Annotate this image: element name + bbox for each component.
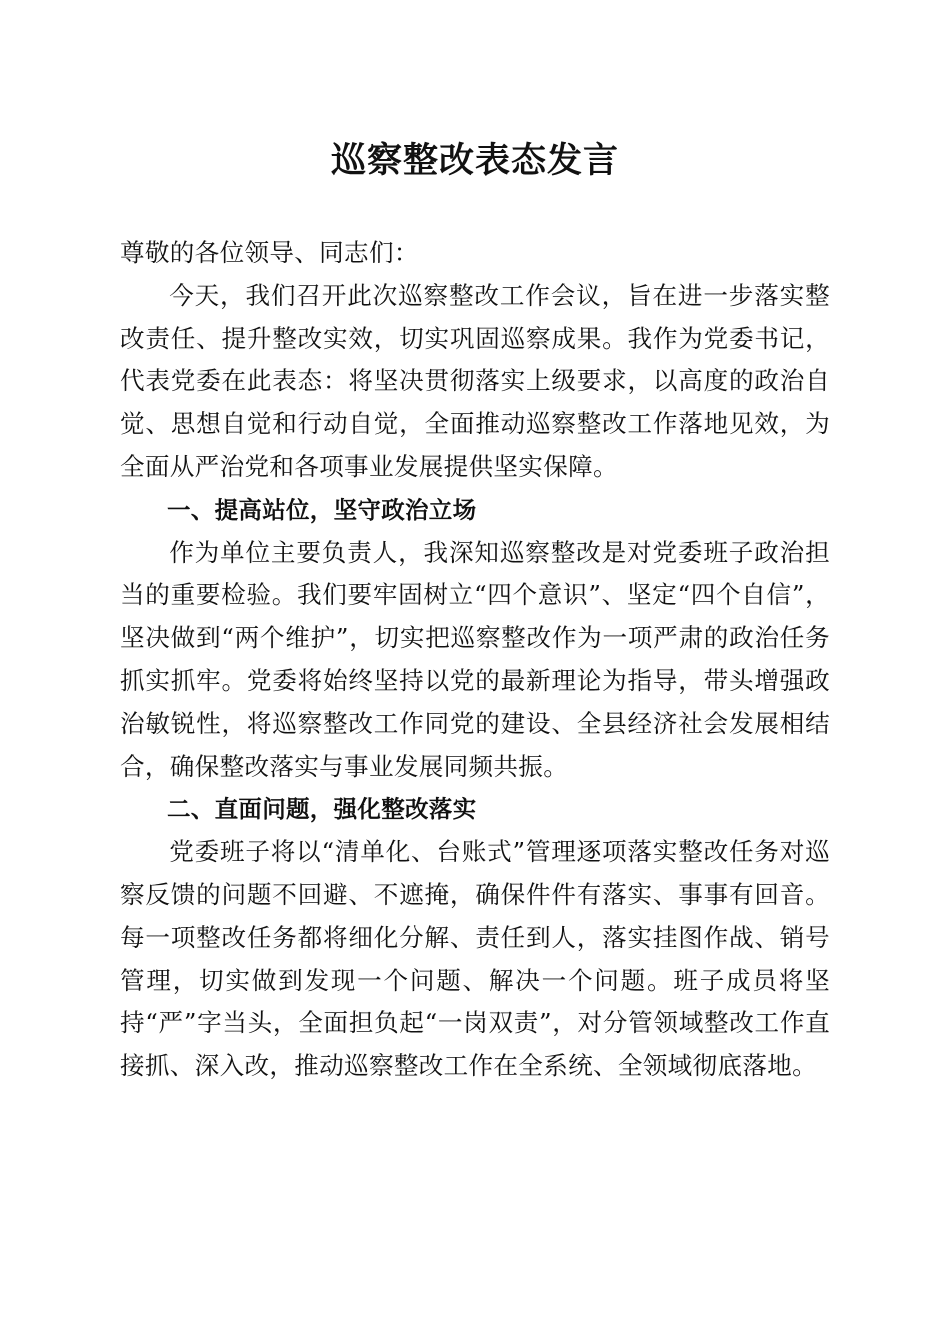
salutation: 尊敬的各位领导、同志们： xyxy=(120,238,419,267)
section-body-1: 作为单位主要负责人，我深知巡察整改是对党委班子政治担当的重要检验。我们要牢固树立“四个意识”、坚定“四个自信”，坚决做到“两个维护”，切实把巡察整改作为一项严肃的政治任务抓实抓牢。党委将始终坚持以党的最新理论为指导，带头增强政治敏锐性，将巡察整改工作同党的建设、全县经济社会发展相结合，确保整改落实与事业发展同频共振。 xyxy=(120,537,830,781)
opening-paragraph: 今天，我们召开此次巡察整改工作会议，旨在进一步落实整改责任、提升整改实效，切实巩固巡察成果。我作为党委书记，代表党委在此表态：将坚决贯彻落实上级要求，以高度的政治自觉、思想自觉和行动自觉，全面推动巡察整改工作落地见效，为全面从严治党和各项事业发展提供坚实保障。 xyxy=(120,280,830,481)
document-title: 巡察整改表态发言 xyxy=(330,140,619,181)
section-heading-2: 二、直面问题，强化整改落实 xyxy=(167,795,477,824)
section-body-2: 党委班子将以“清单化、台账式”管理逐项落实整改任务对巡察反馈的问题不回避、不遮掩，确保件件有落实、事事有回音。每一项整改任务都将细化分解、责任到人，落实挂图作战、销号管理，切实做到发现一个问题、解决一个问题。班子成员将坚持“严”字当头，全面担负起“一岗双责”，对分管领域整改工作直接抓、深入改，推动巡察整改工作在全系统、全领域彻底落地。 xyxy=(120,837,830,1081)
section-heading-1: 一、提高站位，坚守政治立场 xyxy=(167,495,477,524)
document-body xyxy=(120,232,830,1088)
